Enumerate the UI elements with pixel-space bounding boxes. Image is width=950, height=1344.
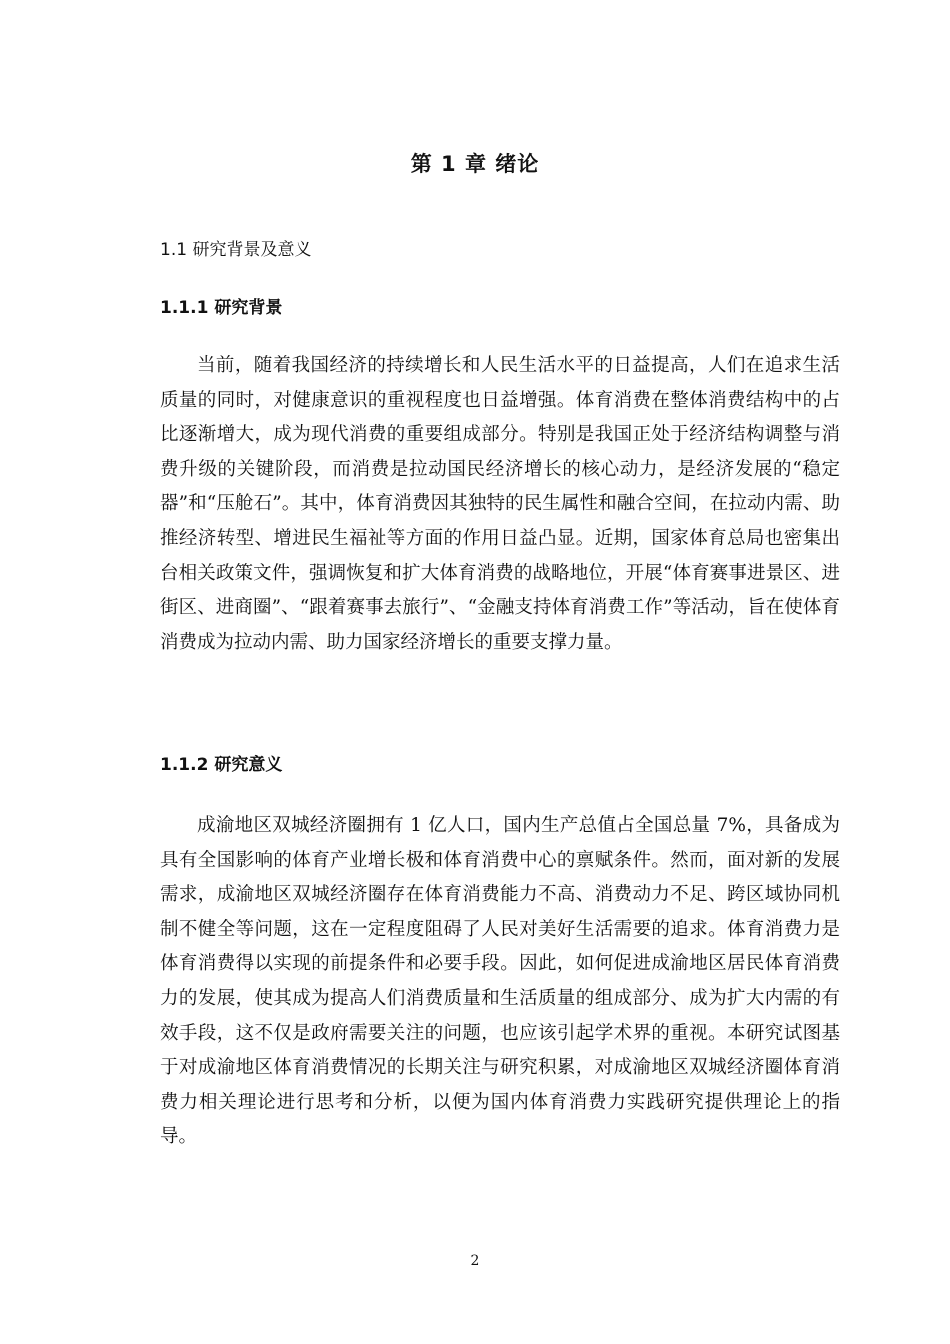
page-number: 2 [470,1253,480,1269]
chapter-title: 第 1 章 绪论 [410,152,540,176]
significance-paragraph: 成渝地区双城经济圈拥有 1 亿人口，国内生产总值占全国总量 7%，具备成为具有全国影响的体育产业增长极和体育消费中心的禀赋条件。然而，面对新的发展需求，成渝地区双城经济圈存在体育消费能力不高、消费动力不足、跨区域协同机制不健全等问题，这在一定程度阻碍了人民对美好生活需要的追求。体育消费力是体育消费得以实现的前提条件和必要手段。因此，如何促进成渝地区居民体育消费力的发展，使其成为提高人们消费质量和生活质量的组成部分、成为扩大内需的有效手段，这不仅是政府需要关注的问题，也应该引起学术界的重视。本研究试图基于对成渝地区体育消费情况的长期关注与研究积累，对成渝地区双城经济圈体育消费力相关理论进行思考和分析，以便为国内体育消费力实践研究提供理论上的指导。 [160,815,840,1148]
subsection-heading-significance: 1.1.2 研究意义 [160,755,283,775]
background-paragraph: 当前，随着我国经济的持续增长和人民生活水平的日益提高，人们在追求生活质量的同时，对健康意识的重视程度也日益增强。体育消费在整体消费结构中的占比逐渐增大，成为现代消费的重要组成部分。特别是我国正处于经济结构调整与消费升级的关键阶段，而消费是拉动国民经济增长的核心动力，是经济发展的“稳定器”和“压舱石”。其中，体育消费因其独特的民生属性和融合空间，在拉动内需、助推经济转型、增进民生福祉等方面的作用日益凸显。近期，国家体育总局也密集出台相关政策文件，强调恢复和扩大体育消费的战略地位，开展“体育赛事进景区、进街区、进商圈”、“跟着赛事去旅行”、“金融支持体育消费工作”等活动，旨在使体育消费成为拉动内需、助力国家经济增长的重要支撑力量。 [160,355,840,653]
section-heading: 1.1 研究背景及意义 [160,240,312,260]
subsection-heading-background: 1.1.1 研究背景 [160,298,283,318]
